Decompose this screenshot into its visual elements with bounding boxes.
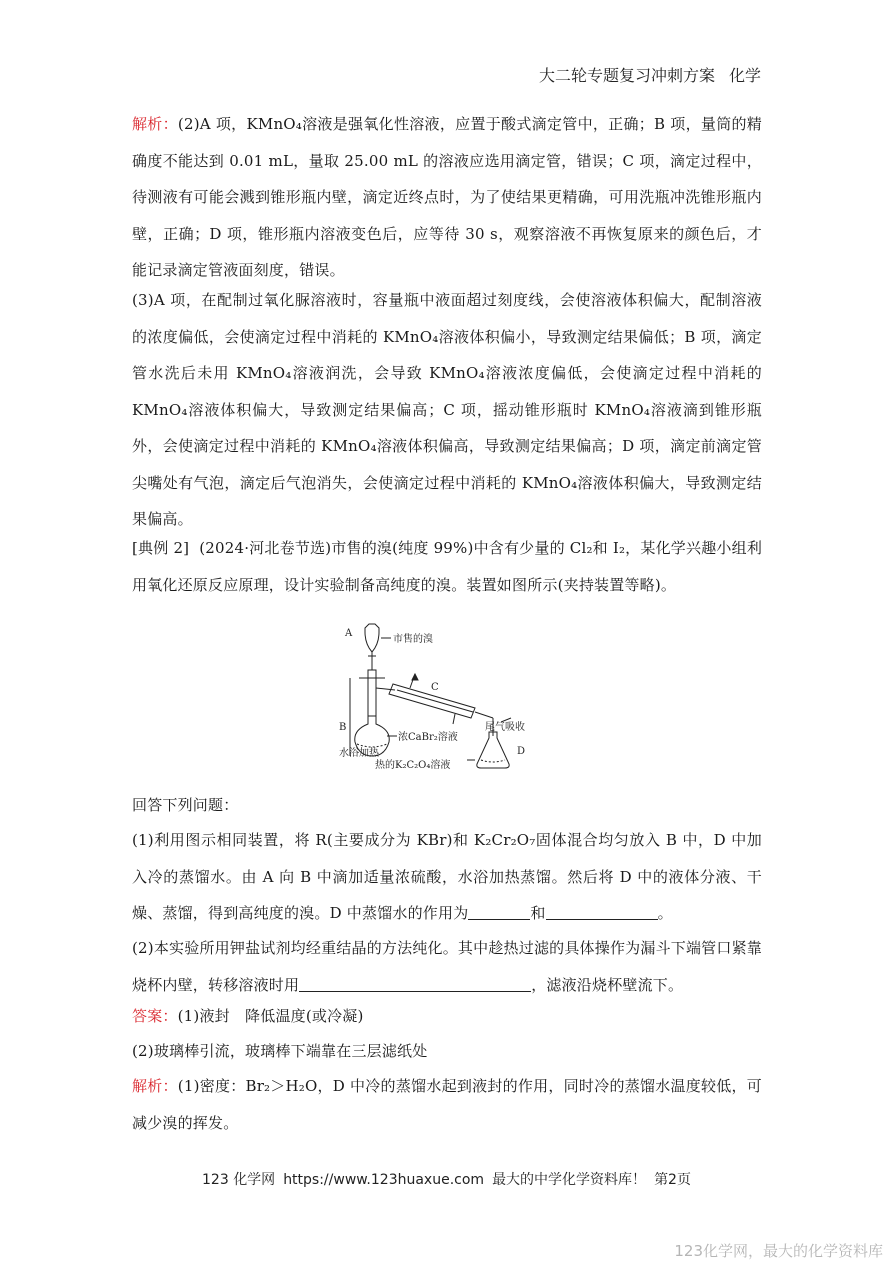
- answer-label: 答案：: [132, 1007, 178, 1025]
- watermark: 123化学网，最大的化学资料库: [674, 1242, 883, 1260]
- analysis-label: 解析：: [132, 115, 178, 133]
- apparatus-figure: [335, 618, 535, 780]
- question-1-end: 。: [657, 904, 673, 922]
- header-title: 大二轮专题复习冲刺方案: [538, 66, 715, 85]
- example-tag: [典例 2]: [132, 539, 190, 557]
- answer-line-1: [132, 998, 762, 1035]
- question-2-text: (2)本实验所用钾盐试剂均经重结晶的方法纯化。其中趁热过滤的具体操作为漏斗下端管口紧靠烧杯内壁，转移溶液时用: [132, 939, 762, 994]
- answer-blank-1b[interactable]: [546, 901, 658, 920]
- label-bath: 水浴加热: [339, 748, 379, 759]
- label-d: D: [517, 746, 526, 757]
- analysis-paragraph-3: [132, 282, 762, 538]
- header-subject: 化学: [728, 66, 761, 85]
- answer-2-text: (2)玻璃棒引流，玻璃棒下端靠在三层滤纸处: [132, 1042, 428, 1060]
- prompt-line: [132, 787, 762, 824]
- question-1: [132, 822, 762, 932]
- analysis-text: (3)A 项，在配制过氧化脲溶液时，容量瓶中液面超过刻度线，会使溶液体积偏大，配制溶液的浓度偏低，会使滴定过程中消耗的 KMnO₄溶液体积偏小，导致测定结果偏低；B 项，滴定管水洗后未用 KMnO₄溶液润洗，会导致 KMnO₄溶液浓度偏低，会使滴定过程中消耗的 KMnO₄溶液体积偏大，导致测定结果偏高；C 项，摇动锥形瓶时 KMnO₄溶液滴到锥形瓶外，会使滴定过程中消耗的 KMnO₄溶液体积偏高，导致测定结果偏高；D 项，滴定前滴定管尖嘴处有气泡，滴定后气泡消失，会使滴定过程中消耗的 KMnO₄溶液体积偏大，导致测定结果偏高。: [132, 291, 762, 528]
- question-1-text: (1)利用图示相同装置，将 R(主要成分为 KBr)和 K₂Cr₂O₇固体混合均匀放入 B 中，D 中加入冷的蒸馏水。由 A 向 B 中滴加适量浓硫酸，水浴加热蒸馏。然后将 D 中的液体分液、干燥、蒸馏，得到高纯度的溴。D 中蒸馏水的作用为: [132, 831, 762, 922]
- question-2: [132, 930, 762, 1003]
- example-text: 市售的溴(纯度 99%)中含有少量的 Cl₂和 I₂，某化学兴趣小组利用氧化还原反应原理，设计实验制备高纯度的溴。装置如图所示(夹持装置等略)。: [132, 539, 763, 594]
- example-question: [132, 530, 762, 603]
- footer-page-number: 第2页: [654, 1172, 691, 1188]
- analysis-paragraph-q1: [132, 1068, 762, 1141]
- page-header: [539, 63, 761, 86]
- prompt-text: 回答下列问题：: [132, 796, 239, 814]
- distillation-apparatus-diagram: [335, 618, 535, 780]
- label-b: B: [339, 722, 347, 733]
- answer-line-2: [132, 1033, 762, 1070]
- analysis-text: (2)A 项，KMnO₄溶液是强氧化性溶液，应置于酸式滴定管中，正确；B 项，量筒的精确度不能达到 0.01 mL，量取 25.00 mL 的溶液应选用滴定管，错误；C 项，滴定过程中，待测液有可能会溅到锥形瓶内壁，滴定近终点时，为了使结果更精确，可用洗瓶冲洗锥形瓶内壁，正确；D 项，锥形瓶内溶液变色后，应等待 30 s，观察溶液不再恢复原来的颜色后，才能记录滴定管液面刻度，错误。: [132, 115, 763, 279]
- footer-slogan: 最大的中学化学资料库！: [492, 1172, 647, 1188]
- page-footer: [0, 1169, 893, 1189]
- question-2-end: ，滤液沿烧杯壁流下。: [531, 975, 684, 994]
- label-bromine: 市售的溴: [393, 634, 433, 645]
- label-k2cr2o7: 热的K₂C₂O₄溶液: [375, 760, 451, 771]
- label-cabr2: 浓CaBr₂溶液: [398, 732, 458, 743]
- analysis-text: (1)密度：Br₂＞H₂O，D 中冷的蒸馏水起到液封的作用，同时冷的蒸馏水温度较低，可减少溴的挥发。: [132, 1077, 762, 1132]
- label-c: C: [431, 682, 439, 693]
- answer-1-text: (1)液封 降低温度(或冷凝): [177, 1007, 364, 1025]
- analysis-paragraph-2: [132, 106, 762, 289]
- label-a: A: [345, 628, 353, 639]
- label-tail: 尾气吸收: [485, 722, 525, 733]
- answer-blank-1a[interactable]: [468, 901, 530, 920]
- analysis-label: 解析：: [132, 1077, 178, 1095]
- footer-site: 123 化学网: [202, 1172, 276, 1188]
- question-1-mid: 和: [530, 904, 546, 922]
- footer-url[interactable]: https://www.123huaxue.com: [283, 1172, 485, 1188]
- example-source: (2024·河北卷节选): [199, 539, 332, 557]
- answer-blank-2[interactable]: [299, 973, 531, 992]
